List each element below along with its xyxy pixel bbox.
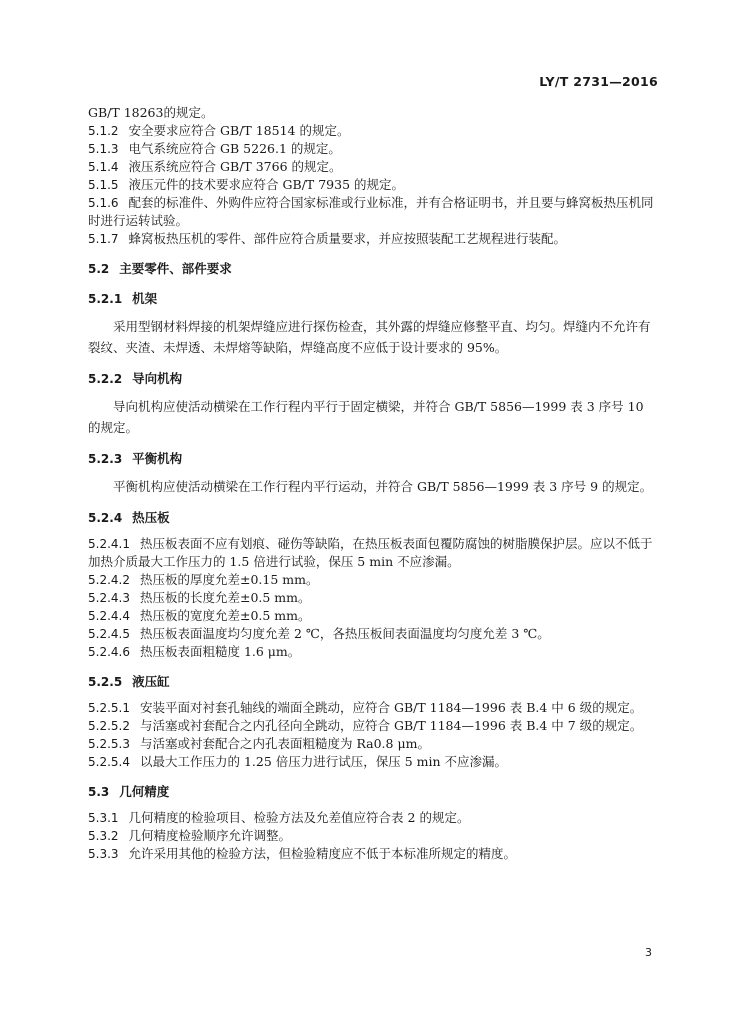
clause-text: 几何精度的检验项目、检验方法及允差值应符合表 2 的规定。: [128, 810, 470, 825]
clause-number: 5.2.4.1: [88, 537, 130, 551]
clause-text: 加热介质最大工作压力的 1.5 倍进行试验，保压 5 min 不应渗漏。: [88, 554, 460, 569]
clause-5-3-1: [88, 809, 660, 827]
clause-text: 热压板的长度允差±0.5 mm。: [139, 590, 311, 605]
clause-5-3-2: [88, 827, 660, 845]
clause-number: 5.3.1: [88, 811, 119, 825]
clause-number: 5.1.3: [88, 142, 119, 156]
clause-text: 与活塞或衬套配合之内孔径向全跳动，应符合 GB/T 1184—1996 表 B.4 中 7 级的规定。: [139, 718, 643, 733]
section-title: 导向机构: [132, 371, 183, 386]
clauses-5-2-4: [88, 535, 660, 661]
paragraph-5-2-1: 采用型钢材料焊接的机架焊缝应进行探伤检查，其外露的焊缝应修整平直、均匀。焊缝内不允许有裂纹、夹渣、未焊透、未焊熔等缺陷，焊缝高度不应低于设计要求的 95%。: [88, 319, 651, 355]
clause-text: 与活塞或衬套配合之内孔表面粗糙度为 Ra0.8 μm。: [139, 736, 430, 751]
clause-text: 配套的标准件、外购件应符合国家标准或行业标准，并有合格证明书，并且要与蜂窝板热压机同: [128, 195, 654, 210]
clause-text: 安全要求应符合 GB/T 18514 的规定。: [128, 123, 350, 138]
section-title: 平衡机构: [132, 451, 183, 466]
subsection-heading-5-2-4: [88, 509, 660, 527]
clause-5-2-5-2: [88, 717, 660, 735]
clause-number: 5.2.5.3: [88, 737, 130, 751]
paragraph-5-2-3: 平衡机构应使活动横梁在工作行程内平行运动，并符合 GB/T 5856—1999 表 3 序号 9 的规定。: [113, 479, 653, 494]
section-title: 机架: [132, 291, 158, 306]
clause-text: 时进行运转试验。: [88, 213, 189, 228]
clause-5-1-3: [88, 140, 660, 158]
clause-text: 几何精度检验顺序允许调整。: [128, 828, 292, 843]
clause-number: 5.2.5.1: [88, 701, 130, 715]
clause-5-1-6-cont: [88, 212, 660, 230]
clause-5-2-4-5: [88, 625, 660, 643]
clause-number: 5.1.2: [88, 124, 119, 138]
clause-text: 热压板的厚度允差±0.15 mm。: [139, 572, 319, 587]
clause-text: 液压系统应符合 GB/T 3766 的规定。: [128, 159, 342, 174]
section-title: 液压缸: [132, 674, 170, 689]
clause-5-2-4-1-cont: [88, 553, 660, 571]
subsection-heading-5-2-5: [88, 673, 660, 691]
clause-5-2-5-3: [88, 735, 660, 753]
section-number: 5.2.1: [88, 292, 123, 306]
clause-text: 蜂窝板热压机的零件、部件应符合质量要求，并应按照装配工艺规程进行装配。: [128, 231, 567, 246]
clause-number: 5.1.6: [88, 196, 119, 210]
clause-text: 热压板表面温度均匀度允差 2 ℃，各热压板间表面温度均匀度允差 3 ℃。: [139, 626, 550, 641]
clause-number: 5.1.5: [88, 178, 119, 192]
clauses-5-2-5: [88, 699, 660, 771]
clause-number: 5.2.4.6: [88, 645, 130, 659]
section-title: 主要零件、部件要求: [119, 261, 232, 276]
section-heading-5-3: [88, 783, 660, 801]
clause-number: 5.2.4.3: [88, 591, 130, 605]
clause-5-2-4-1: [88, 535, 660, 553]
clause-text: 安装平面对衬套孔轴线的端面全跳动，应符合 GB/T 1184—1996 表 B.4 中 6 级的规定。: [139, 700, 643, 715]
document-body: [88, 104, 660, 863]
clause-text: 热压板表面不应有划痕、碰伤等缺陷，在热压板表面包覆防腐蚀的树脂膜保护层。应以不低于: [139, 536, 653, 551]
clause-5-2-4-2: [88, 571, 660, 589]
section-number: 5.2.5: [88, 675, 123, 689]
clause-5-2-5-4: [88, 753, 660, 771]
section-title: 热压板: [132, 510, 170, 525]
clauses-5-3: [88, 809, 660, 863]
clause-text: 热压板的宽度允差±0.5 mm。: [139, 608, 311, 623]
section-number: 5.2.4: [88, 511, 123, 525]
clause-text: GB/T 18263的规定。: [88, 105, 214, 120]
subsection-heading-5-2-3: [88, 450, 660, 468]
clause-text: 电气系统应符合 GB 5226.1 的规定。: [128, 141, 341, 156]
section-title: 几何精度: [119, 784, 170, 799]
subsection-heading-5-2-2: [88, 370, 660, 388]
clause-5-1-5: [88, 176, 660, 194]
clause-5-1-6: [88, 194, 660, 212]
clause-number: 5.3.3: [88, 847, 119, 861]
clause-number: 5.2.4.2: [88, 573, 130, 587]
clause-number: 5.3.2: [88, 829, 119, 843]
clause-5-2-4-6: [88, 643, 660, 661]
clause-number: 5.2.5.4: [88, 755, 130, 769]
subsection-heading-5-2-1: [88, 290, 660, 308]
paragraph-5-2-2: 导向机构应使活动横梁在工作行程内平行于固定横梁，并符合 GB/T 5856—1999 表 3 序号 10 的规定。: [88, 399, 644, 435]
clause-5-1-4: [88, 158, 660, 176]
clause-text: 液压元件的技术要求应符合 GB/T 7935 的规定。: [128, 177, 404, 192]
clause-line: [88, 104, 660, 122]
section-number: 5.2.3: [88, 452, 123, 466]
clause-number: 5.1.7: [88, 232, 119, 246]
clause-5-1-2: [88, 122, 660, 140]
clause-5-2-5-1: [88, 699, 660, 717]
page-number: 3: [645, 946, 652, 959]
clause-5-1-7: [88, 230, 660, 248]
clause-text: 允许采用其他的检验方法，但检验精度应不低于本标准所规定的精度。: [128, 846, 517, 861]
clause-number: 5.1.4: [88, 160, 119, 174]
section-heading-5-2: [88, 260, 660, 278]
clause-text: 热压板表面粗糙度 1.6 μm。: [139, 644, 301, 659]
clause-text: 以最大工作压力的 1.25 倍压力进行试压，保压 5 min 不应渗漏。: [139, 754, 508, 769]
clause-number: 5.2.4.4: [88, 609, 130, 623]
section-number: 5.3: [88, 785, 110, 799]
standard-number: LY/T 2731—2016: [539, 74, 658, 89]
section-number: 5.2: [88, 262, 110, 276]
clause-5-3-3: [88, 845, 660, 863]
clause-5-2-4-3: [88, 589, 660, 607]
clauses-5-1: [88, 104, 660, 248]
clause-number: 5.2.5.2: [88, 719, 130, 733]
clause-number: 5.2.4.5: [88, 627, 130, 641]
section-number: 5.2.2: [88, 372, 123, 386]
clause-5-2-4-4: [88, 607, 660, 625]
